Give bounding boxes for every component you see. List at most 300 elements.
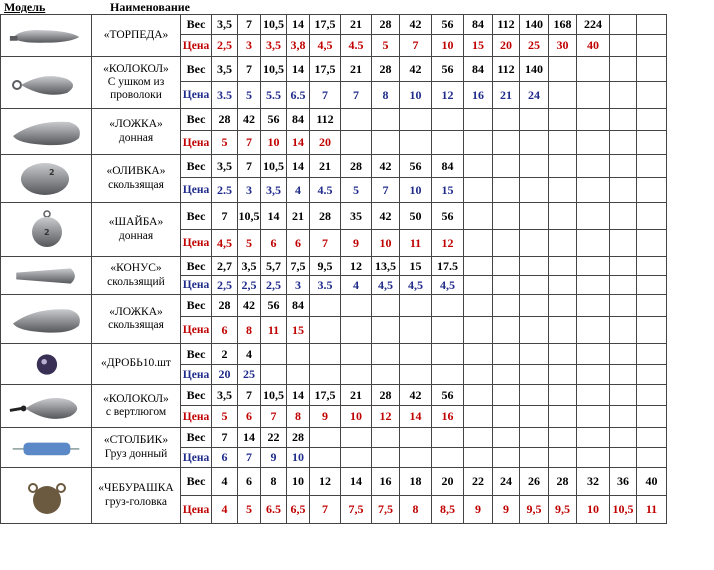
weight-cell xyxy=(549,203,577,230)
weight-cell xyxy=(520,109,549,131)
price-cell xyxy=(310,448,341,468)
weight-row xyxy=(1,344,667,365)
price-cell: 30 xyxy=(549,35,577,57)
price-cell: 5 xyxy=(238,82,261,109)
price-cell: 6.5 xyxy=(261,496,287,524)
weight-cell xyxy=(577,428,610,448)
weight-cell: 14 xyxy=(287,15,310,35)
price-cell xyxy=(493,131,520,155)
weight-cell: 14 xyxy=(287,385,310,406)
weight-cell: 24 xyxy=(493,468,520,496)
price-cell: 2,5 xyxy=(261,276,287,295)
price-cell: 8 xyxy=(400,496,432,524)
cone-weight-icon xyxy=(1,257,92,295)
weight-row xyxy=(1,257,667,276)
price-cell: 3 xyxy=(238,35,261,57)
weight-row xyxy=(1,57,667,82)
price-cell: 20 xyxy=(493,35,520,57)
weight-cell: 7 xyxy=(212,203,238,230)
weight-cell: 4 xyxy=(212,468,238,496)
price-cell: 14 xyxy=(400,406,432,428)
price-cell xyxy=(577,178,610,203)
weight-cell: 26 xyxy=(520,468,549,496)
weight-cell xyxy=(610,15,637,35)
price-cell: 15 xyxy=(464,35,493,57)
price-cell: 12 xyxy=(372,406,400,428)
svg-text:2: 2 xyxy=(44,227,50,237)
weight-label: Вес xyxy=(181,295,212,317)
price-cell: 7 xyxy=(341,82,372,109)
price-label: Цена xyxy=(181,178,212,203)
washer-weight-icon xyxy=(1,203,92,257)
product-name xyxy=(92,295,181,344)
weight-cell xyxy=(520,344,549,365)
weight-cell xyxy=(520,155,549,178)
product-subtitle: Груз донный xyxy=(104,447,168,460)
weight-cell xyxy=(577,203,610,230)
weight-cell: 50 xyxy=(400,203,432,230)
weight-label: Вес xyxy=(181,155,212,178)
weight-cell: 10 xyxy=(287,468,310,496)
price-table xyxy=(0,14,667,524)
weight-row xyxy=(1,468,667,496)
weight-cell xyxy=(341,344,372,365)
price-cell xyxy=(610,317,637,344)
price-cell: 3 xyxy=(238,178,261,203)
price-cell: 6 xyxy=(212,317,238,344)
price-cell xyxy=(577,82,610,109)
weight-cell xyxy=(493,385,520,406)
price-cell: 10 xyxy=(400,178,432,203)
weight-cell: 22 xyxy=(261,428,287,448)
weight-label: Вес xyxy=(181,109,212,131)
weight-cell xyxy=(310,344,341,365)
weight-cell xyxy=(520,257,549,276)
weight-cell: 84 xyxy=(432,155,464,178)
weight-cell xyxy=(493,257,520,276)
weight-cell xyxy=(464,295,493,317)
price-cell: 5 xyxy=(372,35,400,57)
weight-cell xyxy=(549,385,577,406)
price-cell: 3,8 xyxy=(287,35,310,57)
product-subtitle: донная xyxy=(118,131,154,144)
price-cell xyxy=(520,317,549,344)
price-label: Цена xyxy=(181,276,212,295)
weight-cell: 21 xyxy=(341,57,372,82)
price-cell: 4,5 xyxy=(310,35,341,57)
weight-cell: 15 xyxy=(400,257,432,276)
price-cell: 3 xyxy=(287,276,310,295)
weight-cell xyxy=(310,428,341,448)
weight-cell: 8 xyxy=(261,468,287,496)
price-cell: 4 xyxy=(212,496,238,524)
product-subtitle: скользящая xyxy=(108,319,164,331)
price-cell xyxy=(610,178,637,203)
price-cell xyxy=(637,230,667,257)
weight-cell xyxy=(432,295,464,317)
weight-cell xyxy=(637,155,667,178)
bell-eye-weight-icon xyxy=(1,57,92,109)
weight-cell: 2 xyxy=(212,344,238,365)
column-header-model: Модель xyxy=(4,0,46,14)
price-cell: 5 xyxy=(341,178,372,203)
weight-cell: 56 xyxy=(432,203,464,230)
product-title: «ТОРПЕДА» xyxy=(103,28,169,41)
price-cell xyxy=(493,276,520,295)
column-weight-icon xyxy=(1,428,92,468)
weight-cell: 28 xyxy=(341,155,372,178)
weight-cell: 35 xyxy=(341,203,372,230)
weight-cell xyxy=(493,344,520,365)
weight-cell: 21 xyxy=(310,155,341,178)
weight-cell: 12 xyxy=(341,257,372,276)
weight-cell: 112 xyxy=(493,15,520,35)
price-label: Цена xyxy=(181,230,212,257)
weight-cell: 21 xyxy=(341,15,372,35)
price-cell xyxy=(287,365,310,385)
weight-label: Вес xyxy=(181,385,212,406)
weight-cell: 7,5 xyxy=(287,257,310,276)
price-cell xyxy=(610,35,637,57)
price-cell xyxy=(493,448,520,468)
weight-cell xyxy=(549,109,577,131)
price-cell: 15 xyxy=(432,178,464,203)
price-cell xyxy=(610,230,637,257)
price-cell: 7 xyxy=(310,230,341,257)
product-name xyxy=(92,468,181,524)
product-subtitle: с вертлюгом xyxy=(105,406,167,418)
weight-row xyxy=(1,295,667,317)
product-name xyxy=(92,109,181,155)
weight-cell xyxy=(493,109,520,131)
price-cell xyxy=(577,317,610,344)
price-label: Цена xyxy=(181,131,212,155)
weight-cell: 56 xyxy=(432,15,464,35)
weight-cell: 3,5 xyxy=(212,155,238,178)
price-cell xyxy=(493,317,520,344)
price-cell: 7 xyxy=(238,131,261,155)
weight-label: Вес xyxy=(181,428,212,448)
price-cell xyxy=(610,82,637,109)
weight-cell: 28 xyxy=(372,385,400,406)
price-cell xyxy=(464,276,493,295)
torpedo-weight-icon xyxy=(1,15,92,57)
price-cell: 11 xyxy=(637,496,667,524)
weight-cell: 28 xyxy=(372,15,400,35)
price-cell: 6.5 xyxy=(287,82,310,109)
weight-cell xyxy=(493,155,520,178)
price-cell xyxy=(432,365,464,385)
weight-cell xyxy=(520,428,549,448)
product-name xyxy=(92,344,181,385)
weight-cell xyxy=(287,344,310,365)
weight-cell xyxy=(549,57,577,82)
price-cell: 4,5 xyxy=(212,230,238,257)
weight-cell: 7 xyxy=(212,428,238,448)
spoon-sliding-weight-icon xyxy=(1,295,92,344)
weight-label: Вес xyxy=(181,203,212,230)
weight-cell xyxy=(341,109,372,131)
price-cell xyxy=(464,230,493,257)
price-cell xyxy=(493,178,520,203)
weight-cell: 3,5 xyxy=(212,57,238,82)
price-cell: 16 xyxy=(464,82,493,109)
price-cell xyxy=(577,406,610,428)
price-cell: 2.5 xyxy=(212,178,238,203)
weight-cell: 42 xyxy=(372,155,400,178)
price-cell: 11 xyxy=(261,317,287,344)
price-cell xyxy=(464,448,493,468)
price-cell xyxy=(341,448,372,468)
weight-cell xyxy=(610,295,637,317)
price-cell: 10 xyxy=(432,35,464,57)
price-cell: 25 xyxy=(238,365,261,385)
price-cell: 9 xyxy=(261,448,287,468)
product-title: «ДРОБЬ10.шт xyxy=(101,357,171,370)
weight-cell: 56 xyxy=(432,385,464,406)
price-cell xyxy=(637,131,667,155)
weight-cell xyxy=(637,385,667,406)
weight-cell: 7 xyxy=(238,385,261,406)
weight-cell: 21 xyxy=(287,203,310,230)
weight-cell xyxy=(372,344,400,365)
weight-row xyxy=(1,109,667,131)
price-cell: 10 xyxy=(400,82,432,109)
weight-cell: 84 xyxy=(464,15,493,35)
price-cell: 8 xyxy=(372,82,400,109)
price-cell xyxy=(610,131,637,155)
price-cell xyxy=(493,230,520,257)
price-cell: 20 xyxy=(310,131,341,155)
weight-cell: 112 xyxy=(310,109,341,131)
weight-cell: 20 xyxy=(432,468,464,496)
price-cell: 10 xyxy=(261,131,287,155)
price-cell xyxy=(610,365,637,385)
weight-cell: 4 xyxy=(238,344,261,365)
price-cell: 20 xyxy=(212,365,238,385)
price-cell xyxy=(400,448,432,468)
weight-cell: 140 xyxy=(520,57,549,82)
price-cell xyxy=(577,276,610,295)
product-title: «ЛОЖКА» xyxy=(109,118,163,131)
weight-cell xyxy=(432,109,464,131)
price-cell: 9 xyxy=(341,230,372,257)
weight-label: Вес xyxy=(181,468,212,496)
price-cell xyxy=(549,82,577,109)
weight-cell: 10,5 xyxy=(261,385,287,406)
weight-cell xyxy=(464,257,493,276)
price-cell xyxy=(341,365,372,385)
price-cell xyxy=(637,178,667,203)
price-label: Цена xyxy=(181,365,212,385)
weight-cell: 56 xyxy=(261,109,287,131)
cheburashka-weight-icon xyxy=(1,468,92,524)
weight-cell xyxy=(372,428,400,448)
product-title: «КОЛОКОЛ» xyxy=(103,392,169,405)
weight-cell xyxy=(520,385,549,406)
weight-cell: 13,5 xyxy=(372,257,400,276)
price-cell: 40 xyxy=(577,35,610,57)
price-cell: 9,5 xyxy=(520,496,549,524)
price-cell: 5 xyxy=(212,131,238,155)
price-cell: 8,5 xyxy=(432,496,464,524)
bell-swivel-weight-icon xyxy=(1,385,92,428)
price-cell xyxy=(341,317,372,344)
weight-cell xyxy=(637,15,667,35)
weight-cell xyxy=(520,295,549,317)
weight-cell: 32 xyxy=(577,468,610,496)
price-cell: 10 xyxy=(577,496,610,524)
price-cell xyxy=(372,448,400,468)
price-cell: 9,5 xyxy=(549,496,577,524)
weight-cell: 28 xyxy=(372,57,400,82)
price-cell xyxy=(372,365,400,385)
price-label: Цена xyxy=(181,317,212,344)
weight-cell xyxy=(341,295,372,317)
weight-cell: 17.5 xyxy=(432,257,464,276)
product-title: «СТОЛБИК» xyxy=(103,434,169,447)
price-cell: 7 xyxy=(261,406,287,428)
weight-cell xyxy=(610,385,637,406)
price-cell xyxy=(549,178,577,203)
weight-cell xyxy=(432,344,464,365)
weight-cell xyxy=(577,109,610,131)
price-cell xyxy=(432,317,464,344)
price-cell xyxy=(464,365,493,385)
price-cell: 9 xyxy=(464,496,493,524)
product-title: «ЛОЖКА» xyxy=(109,305,163,318)
price-cell: 3,5 xyxy=(261,178,287,203)
weight-label: Вес xyxy=(181,344,212,365)
product-subtitle: донная xyxy=(118,229,154,242)
weight-cell: 28 xyxy=(310,203,341,230)
weight-cell xyxy=(261,344,287,365)
price-cell: 4,5 xyxy=(432,276,464,295)
product-name xyxy=(92,155,181,203)
price-cell: 9 xyxy=(493,496,520,524)
price-cell xyxy=(549,131,577,155)
weight-cell: 17,5 xyxy=(310,385,341,406)
weight-cell: 7 xyxy=(238,15,261,35)
price-cell xyxy=(577,365,610,385)
weight-cell xyxy=(372,295,400,317)
price-cell xyxy=(372,317,400,344)
price-cell: 4.5 xyxy=(341,35,372,57)
weight-cell xyxy=(577,295,610,317)
weight-cell xyxy=(577,57,610,82)
product-subtitle: груз-головка xyxy=(105,495,167,508)
price-cell xyxy=(464,131,493,155)
product-subtitle: скользящий xyxy=(107,275,165,288)
weight-cell: 3,5 xyxy=(238,257,261,276)
price-cell xyxy=(261,365,287,385)
weight-cell: 21 xyxy=(341,385,372,406)
price-cell xyxy=(637,276,667,295)
price-cell: 6 xyxy=(238,406,261,428)
price-cell: 2,5 xyxy=(212,276,238,295)
price-label: Цена xyxy=(181,35,212,57)
weight-cell xyxy=(610,155,637,178)
price-cell: 10 xyxy=(341,406,372,428)
price-label: Цена xyxy=(181,496,212,524)
weight-cell xyxy=(400,344,432,365)
price-cell: 6 xyxy=(212,448,238,468)
weight-cell xyxy=(520,203,549,230)
price-cell xyxy=(549,230,577,257)
product-subtitle: С ушком из проволоки xyxy=(107,75,165,102)
price-cell: 14 xyxy=(287,131,310,155)
product-title: «ЧЕБУРАШКА xyxy=(98,482,174,495)
price-cell xyxy=(520,178,549,203)
weight-cell: 84 xyxy=(287,295,310,317)
weight-cell xyxy=(464,155,493,178)
price-cell: 24 xyxy=(520,82,549,109)
price-cell: 7 xyxy=(310,496,341,524)
price-cell xyxy=(432,448,464,468)
price-label: Цена xyxy=(181,406,212,428)
weight-cell: 36 xyxy=(610,468,637,496)
column-header-name: Наименование xyxy=(110,0,190,14)
price-cell: 21 xyxy=(493,82,520,109)
price-cell: 5 xyxy=(238,230,261,257)
weight-cell xyxy=(549,344,577,365)
weight-cell xyxy=(610,203,637,230)
price-cell: 7 xyxy=(400,35,432,57)
price-cell xyxy=(400,365,432,385)
price-cell xyxy=(464,178,493,203)
spoon-bottom-weight-icon xyxy=(1,109,92,155)
price-cell xyxy=(464,317,493,344)
weight-row xyxy=(1,203,667,230)
weight-cell: 40 xyxy=(637,468,667,496)
price-cell xyxy=(493,406,520,428)
weight-cell xyxy=(493,295,520,317)
price-cell: 5 xyxy=(212,406,238,428)
price-cell: 6 xyxy=(287,230,310,257)
price-cell: 15 xyxy=(287,317,310,344)
weight-cell xyxy=(637,109,667,131)
weight-cell: 10,5 xyxy=(261,155,287,178)
product-title: «ШАЙБА» xyxy=(108,216,164,229)
price-cell xyxy=(341,131,372,155)
weight-cell xyxy=(549,295,577,317)
price-label: Цена xyxy=(181,448,212,468)
weight-cell: 56 xyxy=(261,295,287,317)
price-cell xyxy=(493,365,520,385)
weight-cell: 7 xyxy=(238,155,261,178)
weight-cell: 7 xyxy=(238,57,261,82)
price-cell: 10 xyxy=(287,448,310,468)
price-cell: 7 xyxy=(238,448,261,468)
weight-cell xyxy=(610,257,637,276)
product-name xyxy=(92,385,181,428)
price-cell: 8 xyxy=(287,406,310,428)
product-name xyxy=(92,257,181,295)
price-cell: 5 xyxy=(238,496,261,524)
price-cell xyxy=(610,448,637,468)
price-cell: 8 xyxy=(238,317,261,344)
weight-cell: 22 xyxy=(464,468,493,496)
weight-cell: 28 xyxy=(287,428,310,448)
weight-cell xyxy=(341,428,372,448)
weight-cell xyxy=(637,257,667,276)
weight-cell: 112 xyxy=(493,57,520,82)
weight-cell: 14 xyxy=(341,468,372,496)
product-name xyxy=(92,203,181,257)
weight-cell: 14 xyxy=(238,428,261,448)
weight-cell: 42 xyxy=(238,109,261,131)
svg-text:2: 2 xyxy=(49,167,55,177)
